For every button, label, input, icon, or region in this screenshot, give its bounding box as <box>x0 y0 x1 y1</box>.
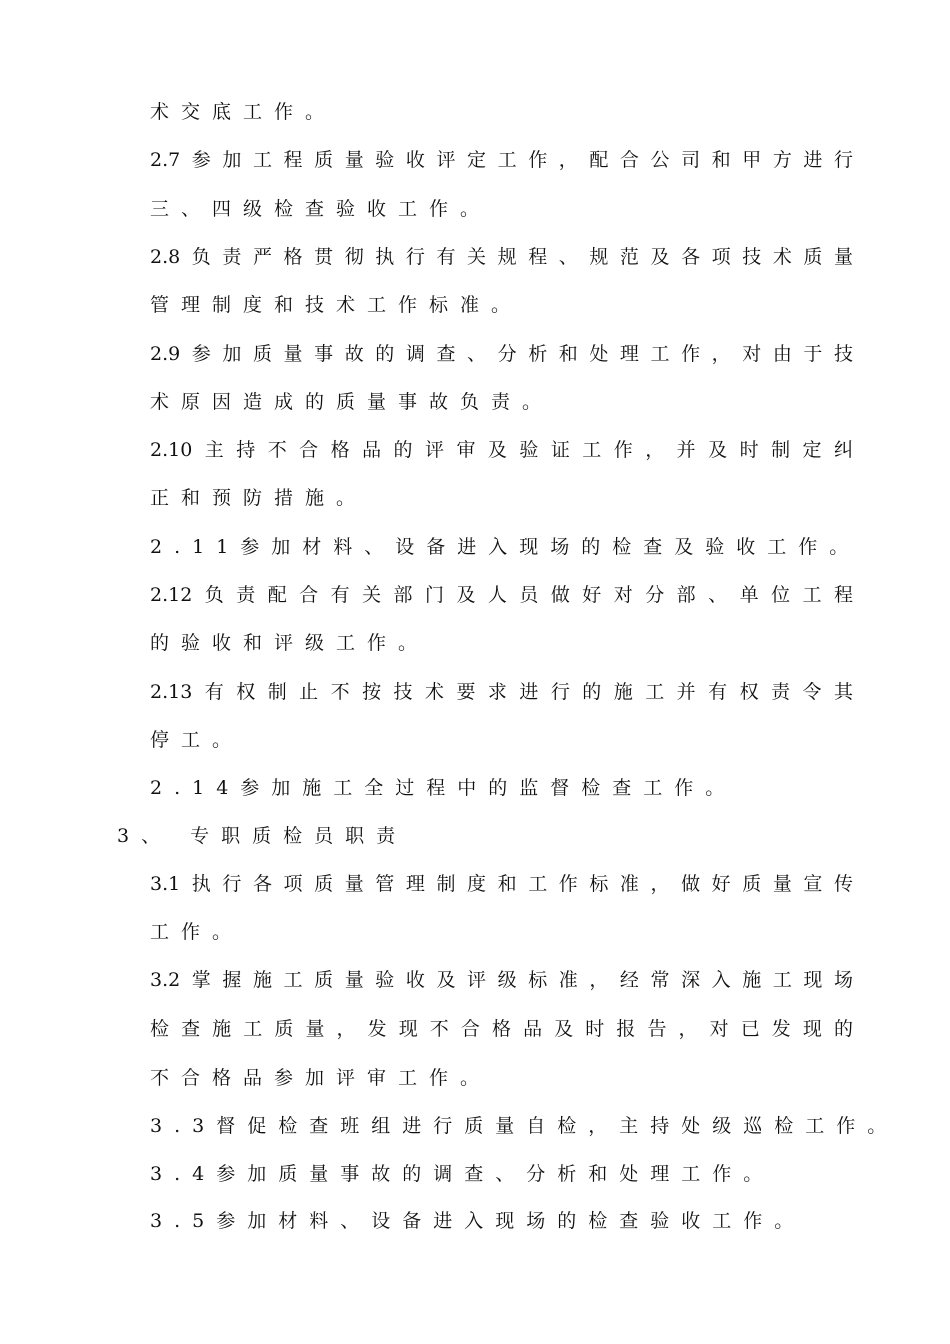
text-line: 2.7参加工程质量验收评定工作，配合公司和甲方进行 <box>150 149 853 171</box>
text-line: 停工。 <box>150 729 244 751</box>
text-line: 3.5参加材料、设备进入现场的检查验收工作。 <box>150 1210 806 1232</box>
text-line: 正和预防措施。 <box>150 487 368 509</box>
text-line: 管理制度和技术工作标准。 <box>150 294 523 316</box>
text-line: 2.12负责配合有关部门及人员做好对分部、单位工程 <box>150 584 853 606</box>
text-line: 检查施工质量，发现不合格品及时报告，对已发现的 <box>150 1018 853 1040</box>
text-line: 不合格品参加评审工作。 <box>150 1067 492 1089</box>
text-line: 术原因造成的质量事故负责。 <box>150 391 554 413</box>
text-line: 3.1执行各项质量管理制度和工作标准，做好质量宣传 <box>150 873 853 895</box>
text-line: 2.9参加质量事故的调查、分析和处理工作，对由于技 <box>150 343 853 365</box>
text-line: 3.3督促检查班组进行质量自检，主持处级巡检工作。 <box>150 1115 899 1137</box>
text-line: 2.8负责严格贯彻执行有关规程、规范及各项技术质量 <box>150 246 853 268</box>
text-line: 三、四级检查验收工作。 <box>150 198 492 220</box>
text-line: 的验收和评级工作。 <box>150 632 430 654</box>
text-line: 3.4参加质量事故的调查、分析和处理工作。 <box>150 1163 775 1185</box>
text-line: 工作。 <box>150 921 244 943</box>
text-line: 2.14参加施工全过程中的监督检查工作。 <box>150 777 737 799</box>
text-line: 2.10主持不合格品的评审及验证工作，并及时制定纠 <box>150 439 853 461</box>
text-line: 2.13有权制止不按技术要求进行的施工并有权责令其 <box>150 681 853 703</box>
text-line: 2.11参加材料、设备进入现场的检查及验收工作。 <box>150 536 861 558</box>
section-heading: 3、 专职质检员职责 <box>117 825 408 847</box>
text-line: 3.2掌握施工质量验收及评级标准，经常深入施工现场 <box>150 969 853 991</box>
text-line: 术交底工作。 <box>150 101 337 123</box>
